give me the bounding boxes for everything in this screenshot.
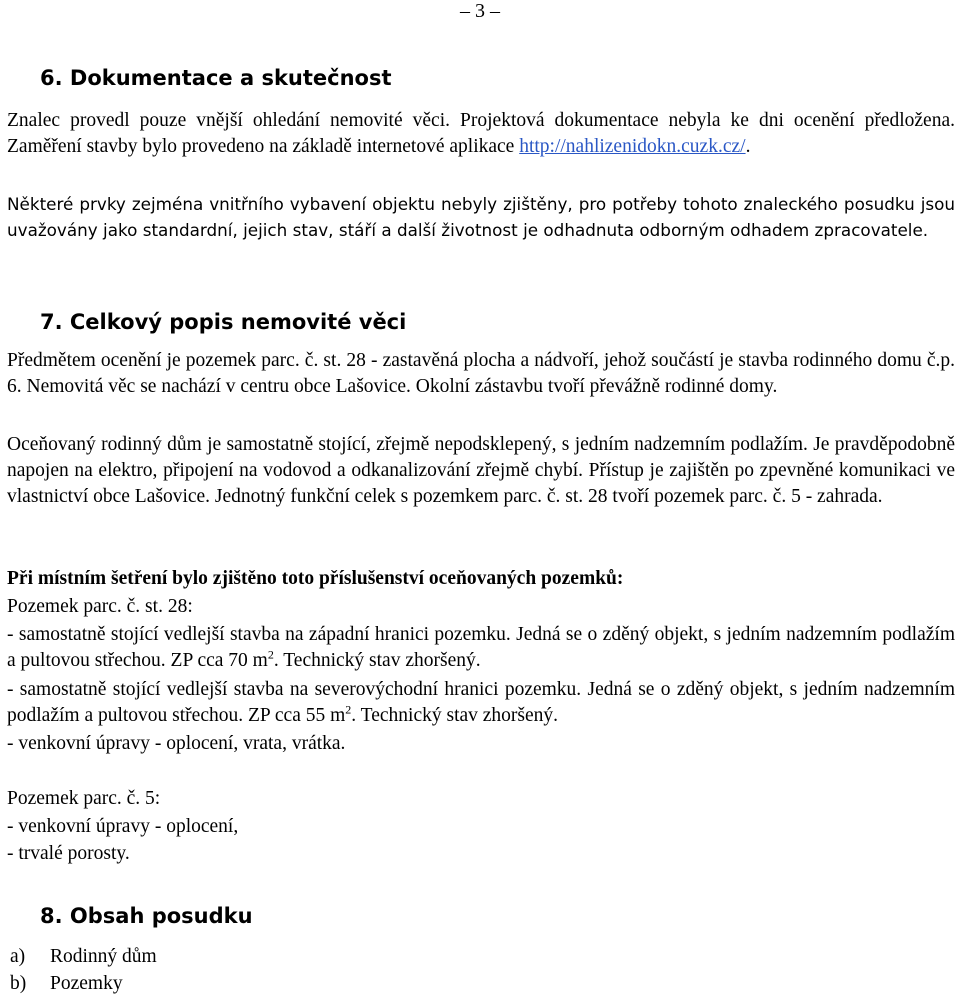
section-7-paragraph-1: Předmětem ocenění je pozemek parc. č. st. 28 - zastavěná plocha a nádvoří, jehož součástí je stavba rodinného domu č.p. 6. Nemovitá věc se nachází v centru obce Lašovice. Okolní zástavbu tvoří převážně rodinné domy. [7, 350, 955, 397]
list-item-label: Pozemky [50, 973, 123, 994]
accessory-item-1-text: - samostatně stojící vedlejší stavba na západní hranici pozemku. Jedná se o zděný objekt, s jedním nadzemním podlažím a pultovou střechou. ZP cca 70 m [7, 624, 955, 671]
section-6-paragraph-1-end: . [745, 136, 751, 157]
section-6-paragraph-2: Některé prvky zejména vnitřního vybavení objektu nebyly zjištěny, pro potřeby tohoto znaleckého posudku jsou uvažovány jako standardní, jejich stav, stáří a další životnost je odhadnuta odborným odhadem zpracovatele. [7, 194, 955, 240]
accessory-item-2-text: - samostatně stojící vedlejší stavba na severovýchodní hranici pozemku. Jedná se o zděný objekt, s jedním nadzemním podlažím a pultovou střechou. ZP cca 55 m [7, 679, 955, 726]
accessory-item-4: - venkovní úpravy - oplocení, [7, 816, 239, 837]
cuzk-link[interactable]: http://nahlizenidokn.cuzk.cz/ [519, 136, 746, 157]
section-6-paragraph-1 [7, 108, 955, 160]
page-number: – 3 – [460, 0, 500, 22]
section-7-heading: 7. Celkový popis nemovité věci [40, 310, 407, 334]
accessory-item-1-sup: 2 [267, 647, 274, 662]
list-marker: a) [10, 946, 26, 967]
accessories-heading: Při místním šetření bylo zjištěno toto příslušenství oceňovaných pozemků: [7, 568, 624, 589]
section-6-heading: 6. Dokumentace a skutečnost [40, 66, 392, 90]
accessory-item-3: - venkovní úpravy - oplocení, vrata, vrátka. [7, 733, 346, 754]
plot-5-title: Pozemek parc. č. 5: [7, 788, 161, 809]
section-7-paragraph-2: Oceňovaný rodinný dům je samostatně stojící, zřejmě nepodsklepený, s jedním nadzemním podlažím. Je pravděpodobně napojen na elektro, připojení na vodovod a odkanalizování zřejmě chybí. Přístup je zajištěn po zpevněné komunikaci ve vlastnictví obce Lašovice. Jednotný funkční celek s pozemkem parc. č. st. 28 tvoří pozemek parc. č. 5 - zahrada. [7, 434, 955, 507]
accessory-item-2 [7, 677, 955, 729]
list-item-label: Rodinný dům [50, 946, 157, 967]
list-marker: b) [10, 973, 27, 994]
plot-st-28-title: Pozemek parc. č. st. 28: [7, 596, 193, 617]
list-item [10, 943, 157, 970]
accessory-item-5: - trvalé porosty. [7, 843, 130, 864]
accessory-item-2-sup: 2 [345, 702, 352, 717]
accessory-item-1-end: . Technický stav zhoršený. [273, 650, 481, 671]
section-8-heading: 8. Obsah posudku [40, 904, 253, 928]
accessory-item-1 [7, 622, 955, 674]
accessory-item-2-end: . Technický stav zhoršený. [351, 705, 559, 726]
section-6-paragraph-1-text: Znalec provedl pouze vnější ohledání nemovité věci. Projektová dokumentace nebyla ke dni ocenění předložena. Zaměření stavby bylo provedeno na základě internetové aplikace [7, 110, 955, 157]
contents-list [10, 943, 157, 997]
list-item [10, 970, 157, 997]
